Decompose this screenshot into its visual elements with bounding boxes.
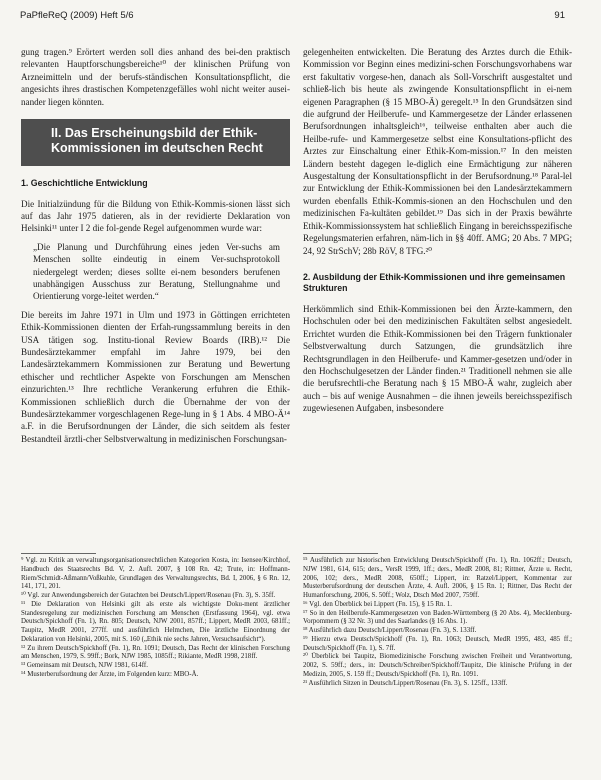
paragraph: Die Initialzündung für die Bildung von Ethik-Kommis-sionen lässt sich auf das Jahr 1975 datieren, als in der revidierte Deklaration von Helsinki¹¹ unter I 2 die fol-gende Regel aufgenommen wurde war: bbox=[21, 198, 290, 234]
footnote: ¹⁸ Ausführlich dazu Deutsch/Lippert/Rosenau (Fn. 3), S. 133ff. bbox=[303, 627, 477, 634]
paragraph: Die bereits im Jahre 1971 in Ulm und 1973 in Göttingen errichteten Ethik-Kommissionen dienten der Erfah-rungssammlung bereits in den USA tätigen sog. Institu-tional Review Boards (IRB).¹² Die Bundesärztekammer empfahl im Jahre 1979, bei den Landesärztekammern Kommissionen zur Beratung und Bewertung ethischer und rechtlicher Aspekte von Forschungen am Menschen einzurichten.¹³ Ihre rechtliche Verankerung erfuhren die Ethik-Kommissionen schließlich durch die Übernahme der von der Bundesärztekammer vorgeschlagenen Rege-lung in § 1 Abs. 4 MBO-Ä¹⁴ a.F. in die Berufsordnungen der Länder, die sich seitdem als fester Bestandteil ärztli-cher Selbstverwaltung in medizinischen Forschungsan- bbox=[21, 309, 290, 444]
footnote: ¹¹ Die Deklaration von Helsinki gilt als erste als wichtigste Doku-ment ärztlicher Standesregelung zur medizinischen Forschung am Menschen (Erstfassung 1964), vgl. etwa Deutsch/Spickhoff (Fn. 1), Rn. 805; Deutsch, NJW 2001, 857ff.; Lippert, MedR 2003, 681ff.; Taupitz, MedR 2001, 277ff. und ausführlich Helmchen, Die ärztliche Einordnung der Deklaration von Helsinki, 2005, mit S. 160 („Ethik nie sechs Jahren, Versuchsaufsicht“). bbox=[21, 600, 290, 643]
footnote: ⁹ Vgl. zu Kritik an verwaltungsorganisationsrechtlichen Kategorien Kosta, in: Isensee/Kirchhof, Handbuch des Staatsrechts Bd. V, 2. Aufl. 2007, § 108 Rn. 42; Trute, in: Hoffmann-Riem/Schmidt-Aßmann/Voßkuhle, Grundlagen des Verwaltungsrechts, Bd. I, 2006, § 6 Rn. 12, 141, 171, 201. bbox=[21, 557, 290, 591]
footnote-rule bbox=[21, 553, 96, 554]
footnote: ¹⁵ Ausführlich zur historischen Entwicklung Deutsch/Spickhoff (Fn. 1), Rn. 1062ff.; Deutsch, NJW 1981, 614, 615; ders., VersR 1999, 1ff.; ders., MedR 2008, 81; Rittner, Ärzte u. Recht, 2006, 102; ders., MedR 2008, 650ff.; Lippert, in: Ratzel/Lippert, Kommentar zur Musterberufsordnung der deutschen Ärzte, 4. Aufl. 2006, § 15 Rn. 1; Rittner, Das Recht der Humanforschung, 2006, S. 50ff.; Wolz, Dtsch Med 2007, 759ff. bbox=[303, 557, 572, 599]
right-column bbox=[303, 46, 572, 415]
footnote: ¹⁷ So in den Heilberufe-Kammergesetzen von Baden-Württemberg (§ 20 Abs. 4), Mecklenburg-Vorpommern (§ 32 Nr. 3) und des Saarlandes (§ 16 Abs. 1). bbox=[303, 609, 572, 626]
paragraph: gelegenheiten entwickelten. Die Beratung des Arztes durch die Ethik-Kommission vor Beginn eines medizini-schen Forschungsvorhabens war erst fakultativ vorgese-hen, danach als Soll-Vorschrift ausgestaltet und schließ-lich bis heute als zwingende Konsultationspflicht in ei-nem eigenen Paragraphen (§ 15 MBO-Ä) geregelt.¹⁵ In den Grundsätzen sind die aufgrund der Heilberufe- und Kammergesetze der Länder erlassenen Berufsordnungen inhaltsgleich¹⁶, teilweise enthalten aber auch die Heilbe-rufe- und Kammergesetze selbst eine Konsultations-pflicht des Arztes zur Einschaltung einer Ethik-Kom-mission.¹⁷ In den meisten Ländern besteht dagegen le-diglich eine Ermächtigung zur näheren Ausgestaltung der Konsultationspflicht in der Berufsordnung.¹⁸ Paral-lel zur Entwicklung der Ethik-Kommissionen bei den Landesärztekammern wurden ebenfalls Ethik-Kommis-sionen an den Hochschulen und den medizinischen Fa-kultäten gebildet.¹⁹ Das sich in der Praxis bewährte Ethik-Kommissionssystem hat schließlich Eingang in bereichsspezifische Regelungsmaterien erfahren, näm-lich in §§ 40ff. AMG; 20 Abs. 7 MPG; 24, 92 StrSchV; 28b RöV, 8 TFG.²⁰ bbox=[303, 47, 572, 256]
subsection-heading: 2. Ausbildung der Ethik-Kommissionen und ihre gemeinsamen Strukturen bbox=[303, 271, 566, 294]
footnote: ²⁰ Überblick bei Taupitz, Biomedizinische Forschung zwischen Freiheit und Verantwortung, 2002, S. 59ff.; ders., in: Deutsch/Schreiber/Spickhoff/Taupitz, Die klinische Prüfung in der Medizin, 2005, S. 159 ff.; Deutsch/Spickhoff (Fn. 1), Rn. 1091. bbox=[303, 653, 572, 678]
footnote: ¹⁶ Vgl. den Überblick bei Lippert (Fn. 15), § 15 Rn. 1. bbox=[303, 600, 453, 608]
page-number: 91 bbox=[554, 10, 565, 21]
subsection-heading: 1. Geschichtliche Entwicklung bbox=[21, 178, 148, 189]
journal-title: PaPfleReQ (2009) Heft 5/6 bbox=[20, 10, 134, 21]
footnote: ¹³ Gemeinsam mit Deutsch, NJW 1981, 614ff. bbox=[21, 662, 148, 669]
paragraph: gung tragen.⁹ Erörtert werden soll dies anhand des bei-den praktisch relevanten Hauptforschungsbereiche¹⁰ der klinischen Prüfung von Arzneimitteln und der berufs-ständischen Konsultationspflicht, die angesichts ihres drastischen Kompetenzgefälles wohl nicht weiter ausei-nander liegen könnten. bbox=[21, 47, 290, 107]
footnote: ¹² Zu ihrem Deutsch/Spickhoff (Fn. 1), Rn. 1091; Deutsch, Das Recht der klinischen Forschung am Menschen, 1979, S. 99ff.; Bork, NJW 1985, 1085ff.; Rikiante, MedR 1998, 218ff. bbox=[21, 644, 290, 661]
block-quote: „Die Planung und Durchführung eines jeden Ver-suchs am Menschen sollte eindeutig in einem Ver-suchsprotokoll niedergelegt werden; dieses sollte ei-nem besonders berufenen unabhängigen Ausschuss zur Beratung, Stellungnahme und Orientierung vorge-leitet werden.“ bbox=[33, 241, 280, 302]
left-column bbox=[21, 46, 290, 445]
section-heading: II. Das Erscheinungsbild der Ethik-Kommissionen im deutschen Recht bbox=[21, 119, 290, 166]
footnotes-right bbox=[303, 557, 572, 688]
footnote: ¹⁴ Musterberufsordnung der Ärzte, im Folgenden kurz: MBO-Ä. bbox=[21, 670, 199, 678]
footnote-rule bbox=[303, 553, 378, 554]
paragraph: Herkömmlich sind Ethik-Kommissionen bei den Ärzte-kammern, den Hochschulen oder bei den medizinischen Fakultäten selbst angesiedelt. Errichtet wurden die Ethik-Kommissionen bei den Trägern funktionaler Selbstverwaltung durch Satzungen, die grundsätzlich ihre Rechtsgrundlagen in den Heilberufe- und Kammer-gesetzen und/oder in den Hochschulgesetzen der Länder finden.²¹ Traditionell nehmen sie alle die berufsrechtli-che Beratung nach § 15 MBO-Ä wahr, zugleich aber auch – bis auf wenige Ausnahmen – die ihnen jeweils bereichsspezifisch zugewiesenen Aufgaben, insbesondere bbox=[303, 303, 572, 414]
footnote: ¹⁹ Hierzu etwa Deutsch/Spickhoff (Fn. 1), Rn. 1063; Deutsch, MedR 1995, 483, 485 ff.; Deutsch/Spickhoff (Fn. 1), S. 7ff. bbox=[303, 635, 572, 652]
footnote: ¹⁰ Vgl. zur Anwendungsbereich der Gutachten bei Deutsch/Lippert/Rosenau (Fn. 3), S. 35ff. bbox=[21, 592, 276, 599]
footnote: ²¹ Ausführlich Sitzen in Deutsch/Lippert/Rosenau (Fn. 3), S. 125ff., 133ff. bbox=[303, 679, 508, 687]
footnotes-left bbox=[21, 557, 290, 680]
